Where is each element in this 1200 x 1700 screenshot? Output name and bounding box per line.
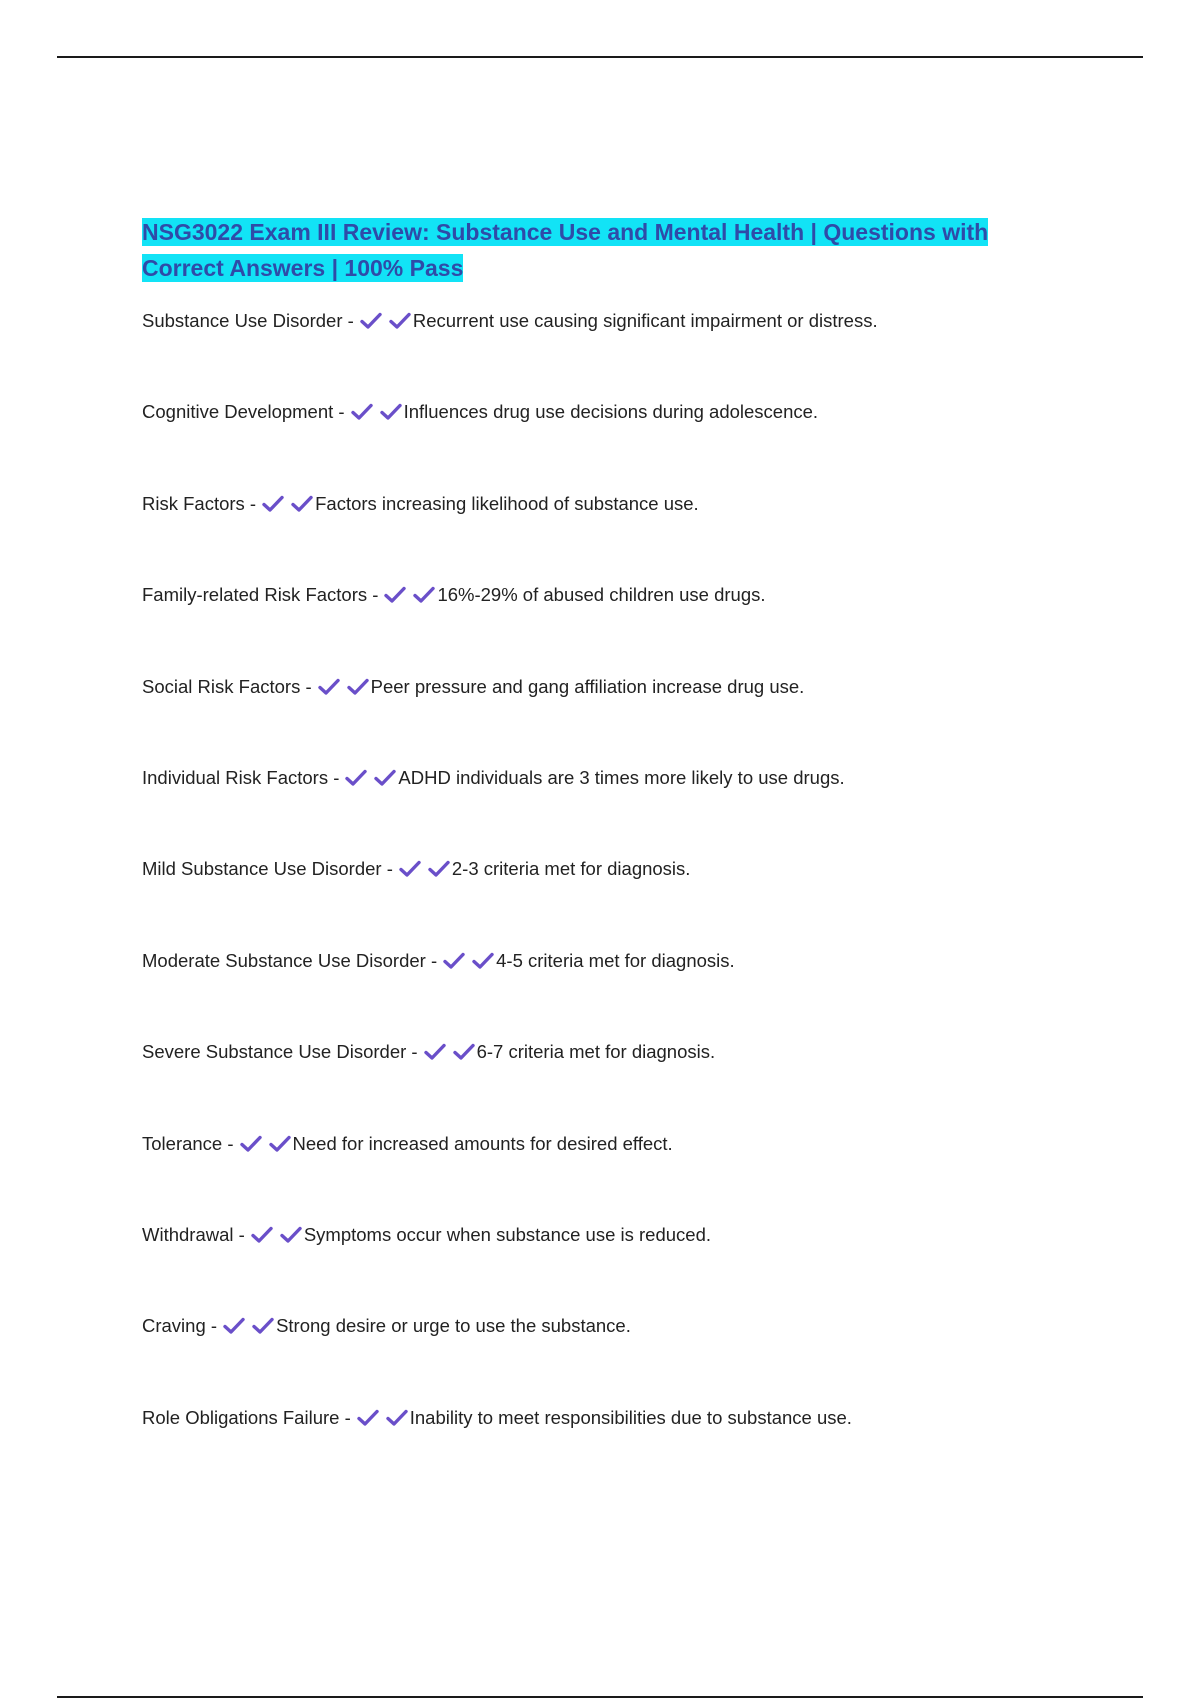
- qa-term: Family-related Risk Factors: [142, 584, 368, 606]
- check-icon: [386, 1409, 408, 1427]
- qa-answer: Need for increased amounts for desired effect.: [292, 1132, 673, 1154]
- check-icon: [453, 1043, 475, 1061]
- qa-separator: -: [233, 1223, 245, 1245]
- qa-item: [142, 1131, 1042, 1222]
- qa-separator: -: [342, 310, 354, 331]
- qa-separator: -: [381, 858, 393, 880]
- check-icon: [262, 495, 284, 513]
- qa-answer: Inability to meet responsibilities due to substance use.: [409, 1406, 852, 1428]
- check-icon: [291, 495, 313, 513]
- qa-answer: 4-5 criteria met for diagnosis.: [496, 949, 735, 971]
- check-icon: [318, 678, 340, 696]
- check-icon: [251, 1226, 273, 1244]
- qa-term: Severe Substance Use Disorder: [142, 1041, 407, 1063]
- check-icon: [389, 312, 411, 330]
- qa-term: Withdrawal: [142, 1223, 234, 1245]
- qa-item: [142, 1039, 1042, 1130]
- qa-term: Mild Substance Use Disorder: [142, 858, 382, 880]
- qa-answer: 16%-29% of abused children use drugs.: [437, 584, 766, 606]
- qa-separator: -: [425, 949, 438, 971]
- qa-separator: -: [333, 401, 345, 423]
- qa-item: [142, 1313, 1042, 1404]
- qa-term: Craving: [142, 1315, 206, 1337]
- top-rule: [57, 56, 1143, 58]
- qa-item: [142, 765, 1042, 856]
- qa-item: [142, 308, 1042, 399]
- check-icon: [399, 860, 421, 878]
- qa-separator: -: [339, 1406, 351, 1428]
- qa-item: [142, 491, 1042, 582]
- check-icon: [240, 1135, 262, 1153]
- qa-term: Tolerance: [142, 1132, 223, 1154]
- check-icon: [443, 952, 465, 970]
- qa-answer: 2-3 criteria met for diagnosis.: [451, 858, 691, 880]
- bottom-rule: [57, 1696, 1143, 1698]
- check-icon: [374, 769, 396, 787]
- check-icon: [351, 403, 373, 421]
- check-icon: [347, 678, 369, 696]
- qa-item: [142, 856, 1042, 947]
- qa-item: [142, 582, 1042, 673]
- qa-answer: ADHD individuals are 3 times more likely to use drugs.: [398, 766, 845, 788]
- check-icon: [428, 860, 450, 878]
- title-line-1: NSG3022 Exam III Review: Substance Use and Mental Health | Questions with: [142, 219, 989, 245]
- qa-separator: -: [244, 492, 257, 514]
- check-icon: [223, 1317, 245, 1335]
- qa-separator: -: [367, 584, 379, 606]
- check-icon: [384, 586, 406, 604]
- qa-separator: -: [406, 1041, 418, 1063]
- qa-answer: Influences drug use decisions during adolescence.: [403, 401, 819, 423]
- qa-item: [142, 948, 1042, 1039]
- check-icon: [269, 1135, 291, 1153]
- check-icon: [424, 1043, 446, 1061]
- check-icon: [345, 769, 367, 787]
- qa-item: [142, 399, 1042, 490]
- qa-separator: -: [205, 1315, 218, 1337]
- qa-answer: Recurrent use causing significant impairment or distress.: [412, 310, 878, 331]
- qa-answer: 6-7 criteria met for diagnosis.: [476, 1041, 716, 1063]
- check-icon: [360, 312, 382, 330]
- qa-answer: Peer pressure and gang affiliation increase drug use.: [370, 675, 805, 697]
- qa-term: Cognitive Development: [142, 401, 334, 423]
- qa-separator: -: [222, 1132, 234, 1154]
- document-title: [142, 214, 1042, 286]
- qa-term: Moderate Substance Use Disorder: [142, 949, 426, 971]
- check-icon: [380, 403, 402, 421]
- qa-answer: Symptoms occur when substance use is reduced.: [303, 1223, 712, 1245]
- check-icon: [413, 586, 435, 604]
- title-line-2: Correct Answers | 100% Pass: [142, 255, 464, 281]
- qa-answer: Factors increasing likelihood of substance use.: [315, 492, 699, 514]
- check-icon: [472, 952, 494, 970]
- qa-term: Role Obligations Failure: [142, 1406, 340, 1428]
- check-icon: [252, 1317, 274, 1335]
- qa-term: Risk Factors: [142, 492, 245, 514]
- qa-separator: -: [300, 675, 312, 697]
- qa-item: [142, 1405, 1042, 1496]
- qa-term: Substance Use Disorder: [142, 310, 343, 331]
- qa-item: [142, 674, 1042, 765]
- qa-term: Individual Risk Factors: [142, 766, 329, 788]
- qa-item: [142, 1222, 1042, 1313]
- qa-answer: Strong desire or urge to use the substance.: [276, 1315, 631, 1337]
- qa-list: [142, 308, 1042, 1496]
- check-icon: [357, 1409, 379, 1427]
- document-body: [142, 214, 1042, 1496]
- qa-separator: -: [328, 766, 340, 788]
- check-icon: [280, 1226, 302, 1244]
- qa-term: Social Risk Factors: [142, 675, 301, 697]
